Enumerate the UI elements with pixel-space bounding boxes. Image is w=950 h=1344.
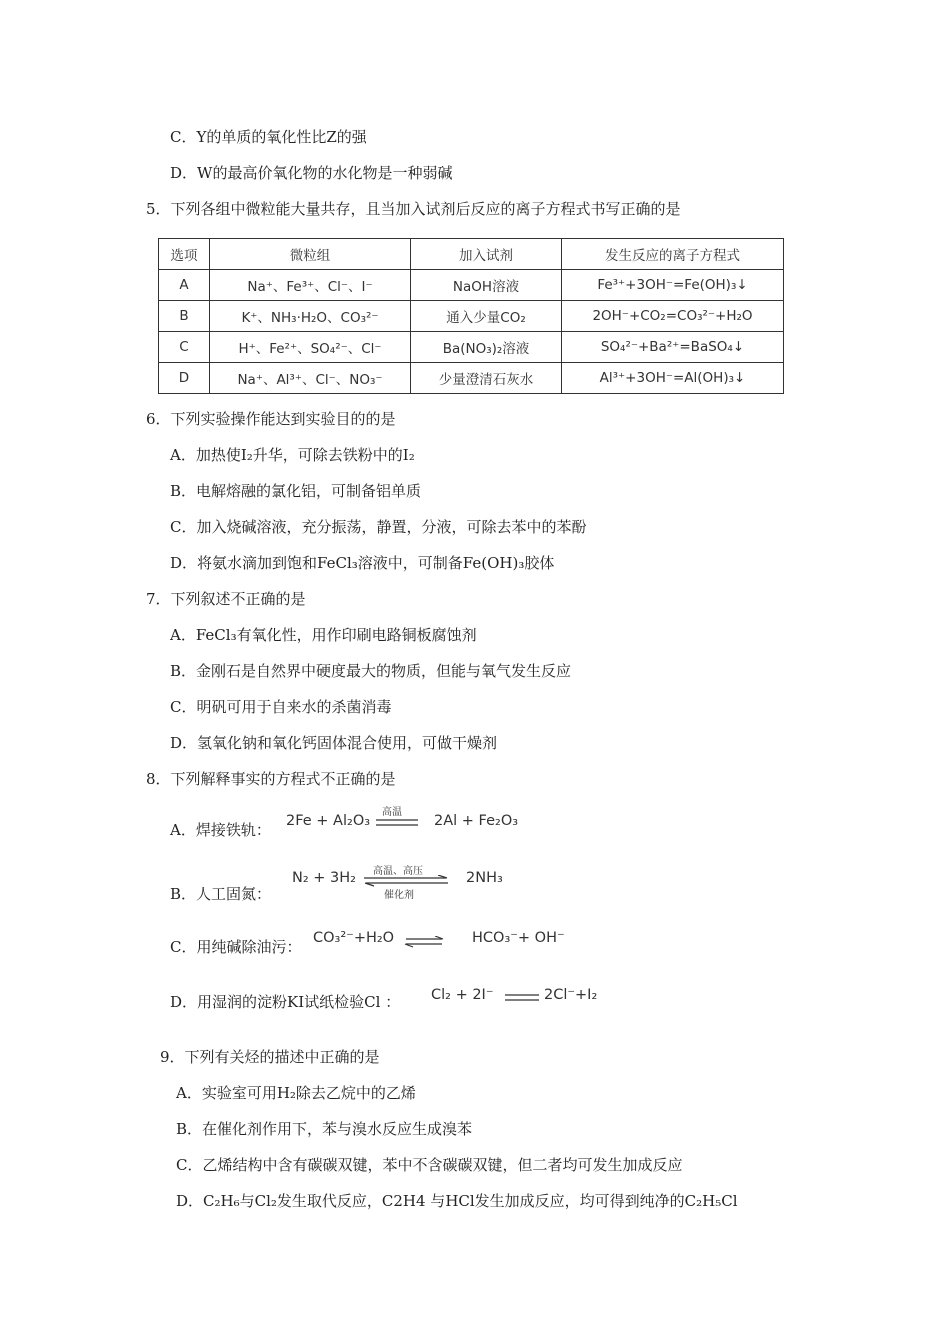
row-equation: Al³⁺+3OH⁻=Al(OH)₃↓: [562, 363, 784, 394]
q6-stem: 6．下列实验操作能达到实验目的的是: [146, 410, 396, 428]
row-particles: Na⁺、Al³⁺、Cl⁻、NO₃⁻: [210, 363, 411, 394]
q8-option-b-right: 2NH₃: [466, 870, 503, 886]
row-equation: SO₄²⁻+Ba²⁺=BaSO₄↓: [562, 332, 784, 363]
q6-option-d: D．将氨水滴加到饱和FeCl₃溶液中，可制备Fe(OH)₃胶体: [170, 554, 555, 572]
q8-option-d-left: Cl₂ + 2I⁻: [431, 987, 494, 1003]
q9-option-c: C．乙烯结构中含有碳碳双键，苯中不含碳碳双键，但二者均可发生加成反应: [176, 1156, 683, 1174]
q6-option-b: B．电解熔融的氯化铝，可制备铝单质: [170, 482, 422, 500]
row-particles: H⁺、Fe²⁺、SO₄²⁻、Cl⁻: [210, 332, 411, 363]
q9-option-a: A．实验室可用H₂除去乙烷中的乙烯: [176, 1084, 416, 1102]
equals-sign-icon: [374, 818, 420, 828]
q4-option-c: C．Y的单质的氧化性比Z的强: [170, 128, 367, 146]
q7-option-c: C．明矾可用于自来水的杀菌消毒: [170, 698, 392, 716]
equals-sign-icon: [503, 993, 541, 1003]
q8-option-b-condition-bottom: 催化剂: [384, 890, 414, 901]
q8-option-a-right: 2Al + Fe₂O₃: [434, 813, 519, 829]
q9-stem: 9．下列有关烃的描述中正确的是: [160, 1048, 380, 1066]
q7-option-d: D．氢氧化钠和氧化钙固体混合使用，可做干燥剂: [170, 734, 498, 752]
q8-option-c-right: HCO₃⁻+ OH⁻: [472, 930, 565, 946]
q9-option-d: D．C₂H₆与Cl₂发生取代反应，C2H4 与HCl发生加成反应，均可得到纯净的C₂H₅Cl: [176, 1192, 738, 1210]
row-reagent: NaOH溶液: [411, 270, 562, 301]
row-equation: 2OH⁻+CO₂=CO₃²⁻+H₂O: [562, 301, 784, 332]
q9-option-b: B．在催化剂作用下，苯与溴水反应生成溴苯: [176, 1120, 473, 1138]
q8-option-c-label: C．用纯碱除油污：: [170, 938, 302, 956]
q8-option-a-condition: 高温: [382, 807, 402, 818]
table-row: [159, 270, 784, 301]
q4-option-d: D．W的最高价氧化物的水化物是一种弱碱: [170, 164, 453, 182]
row-option: D: [159, 363, 210, 394]
row-particles: Na⁺、Fe³⁺、Cl⁻、I⁻: [210, 270, 411, 301]
row-option: B: [159, 301, 210, 332]
row-equation: Fe³⁺+3OH⁻=Fe(OH)₃↓: [562, 270, 784, 301]
q8-option-a-left: 2Fe + Al₂O₃: [286, 813, 371, 829]
q8-option-c-left: CO₃²⁻+H₂O: [313, 930, 395, 946]
header-reagent: 加入试剂: [411, 239, 562, 270]
row-option: A: [159, 270, 210, 301]
q7-option-a: A．FeCl₃有氧化性，用作印刷电路铜板腐蚀剂: [170, 626, 477, 644]
table-row: [159, 332, 784, 363]
row-reagent: Ba(NO₃)₂溶液: [411, 332, 562, 363]
q7-option-b: B．金刚石是自然界中硬度最大的物质，但能与氧气发生反应: [170, 662, 572, 680]
q7-stem: 7．下列叙述不正确的是: [146, 590, 306, 608]
q6-option-a: A．加热使I₂升华，可除去铁粉中的I₂: [170, 446, 415, 464]
row-reagent: 少量澄清石灰水: [411, 363, 562, 394]
table-row: [159, 363, 784, 394]
q8-option-d-right: 2Cl⁻+I₂: [544, 987, 598, 1003]
q8-option-a-label: A．焊接铁轨：: [170, 821, 271, 839]
q8-option-b-label: B．人工固氮：: [170, 885, 272, 903]
row-option: C: [159, 332, 210, 363]
row-particles: K⁺、NH₃·H₂O、CO₃²⁻: [210, 301, 411, 332]
q8-option-b-condition-top: 高温、高压: [373, 866, 423, 877]
q8-stem: 8．下列解释事实的方程式不正确的是: [146, 770, 396, 788]
header-option: 选项: [159, 239, 210, 270]
q5-stem: 5．下列各组中微粒能大量共存，且当加入试剂后反应的离子方程式书写正确的是: [146, 200, 681, 218]
table-header-row: [159, 239, 784, 270]
q8-option-b-left: N₂ + 3H₂: [292, 870, 356, 886]
header-particles: 微粒组: [210, 239, 411, 270]
header-equation: 发生反应的离子方程式: [562, 239, 784, 270]
reversible-arrow-icon: [404, 936, 444, 948]
q8-option-d-label: D．用湿润的淀粉KI试纸检验Cl ：: [170, 993, 401, 1011]
table-row: [159, 301, 784, 332]
row-reagent: 通入少量CO₂: [411, 301, 562, 332]
q6-option-c: C．加入烧碱溶液，充分振荡，静置，分液，可除去苯中的苯酚: [170, 518, 587, 536]
q5-table: [158, 238, 784, 394]
